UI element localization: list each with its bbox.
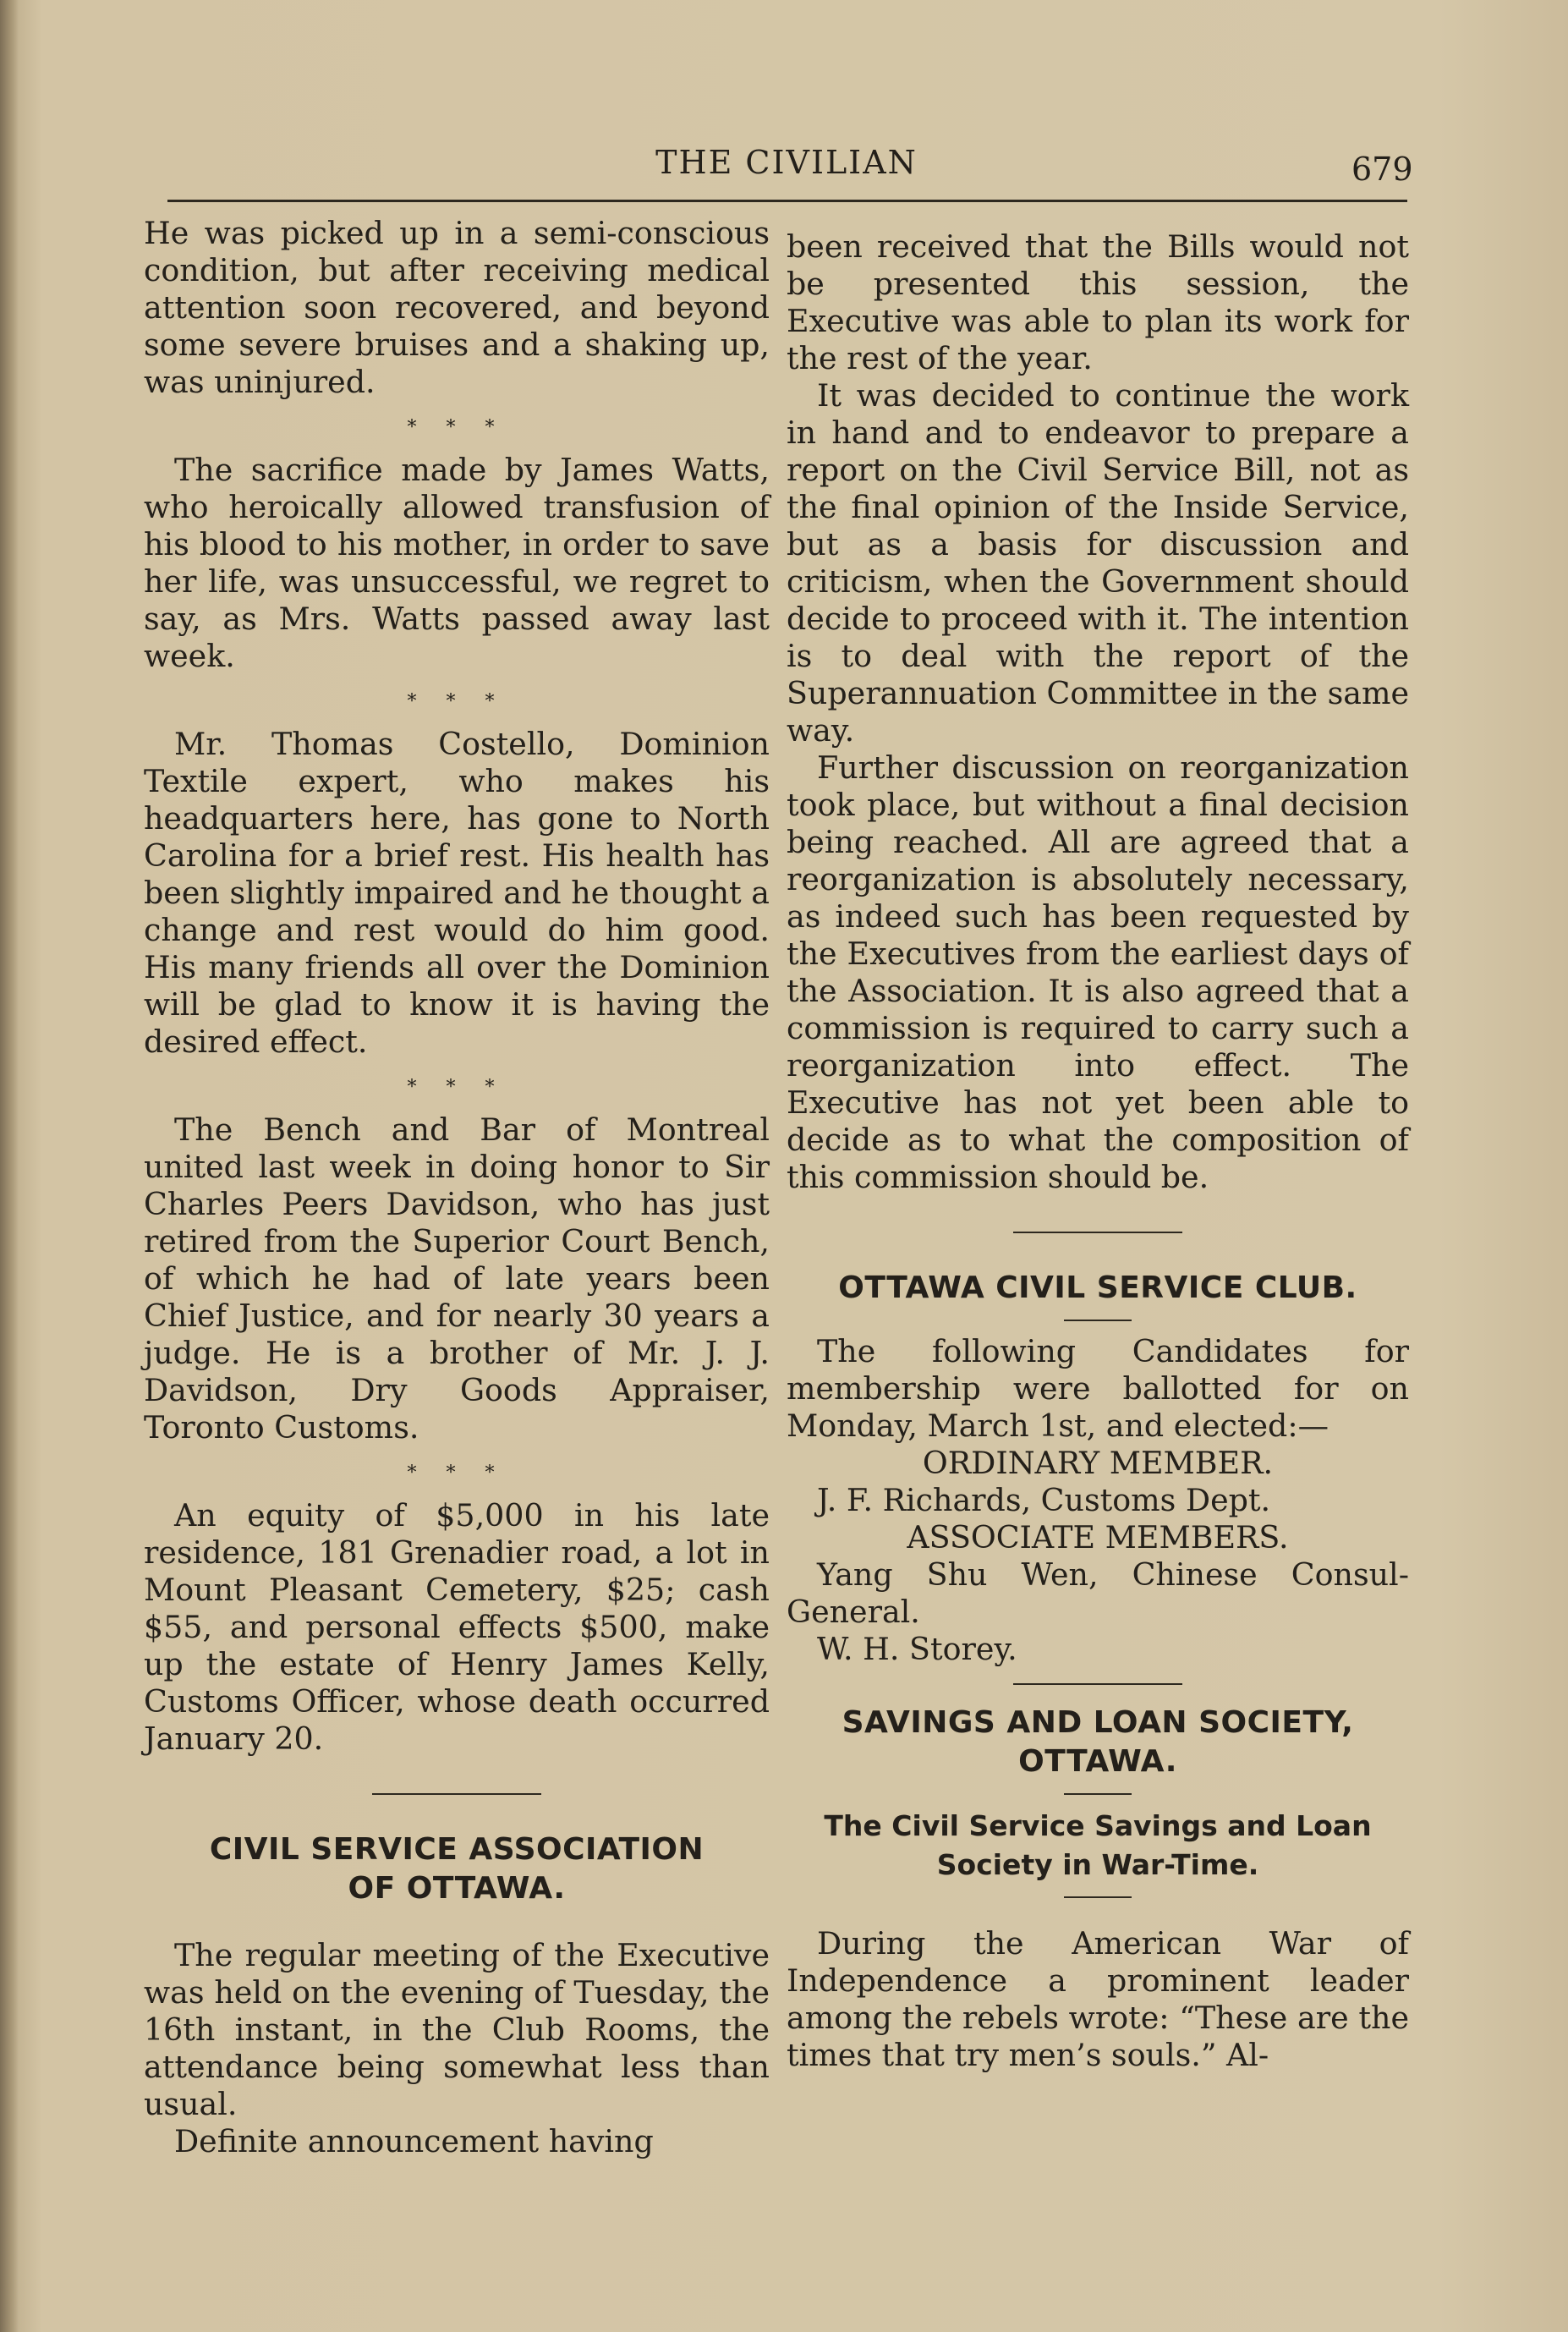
section-rule (1013, 1683, 1182, 1685)
spacer (787, 1910, 1409, 1925)
paragraph: The following Candidates for membership were ballotted for on Monday, March 1st, and elected:— (787, 1333, 1409, 1444)
heading-rule (1064, 1793, 1132, 1795)
paragraph: been received that the Bills would not be presented this session, the Executive was able to plan its work for the rest of the year. (787, 228, 1409, 376)
header-rule (167, 200, 1407, 202)
paragraph: It was decided to continue the work in hand and to endeavor to prepare a report on the Civil Service Bill, not as the final opinion of the Inside Service, but as a basis for discussion and criticism, when the Government should decide to proceed with it. The intention is to deal with the report of the Superannuation Committee in the same way. (787, 377, 1409, 749)
section-heading: OTTAWA CIVIL SERVICE CLUB. (838, 1270, 1357, 1305)
section-separator: * * * (407, 417, 507, 438)
heading-rule (1064, 1320, 1132, 1321)
section-separator: * * * (407, 1077, 507, 1098)
left-column (144, 215, 770, 2160)
paragraph: The Bench and Bar of Montreal united last week in doing honor to Sir Charles Peers Davidson, who has just retired from the Superior Court Bench, of which he had of late years been Chief Justice, and for nearly 30 years a judge. He is a brother of Mr. J. J. Davidson, Dry Goods Appraiser, Toronto Customs. (144, 1111, 770, 1446)
paragraph: During the American War of Independence a prominent leader among the rebels wrote: “These are the times that try men’s souls.” Al- (787, 1925, 1409, 2073)
subheading-line: The Civil Service Savings and Loan (824, 1809, 1372, 1842)
paragraph: The regular meeting of the Executive was held on the evening of Tuesday, the 16th instant, in the Club Rooms, the attendance being somewhat less than usual. (144, 1937, 770, 2122)
section-heading-line: OF OTTAWA. (348, 1871, 566, 1906)
section-heading-line: OTTAWA. (1018, 1744, 1177, 1779)
paragraph: Mr. Thomas Costello, Dominion Textile expert, who makes his headquarters here, has gone to North Carolina for a brief rest. His health has been slightly impaired and he thought a change and rest would do him good. His many friends all over the Dominion will be glad to know it is having the desired effect. (144, 726, 770, 1060)
paragraph: The sacrifice made by James Watts, who heroically allowed transfusion of his blood to his mother, in order to save her life, was unsuccessful, we regret to say, as Mrs. Watts passed away last week. (144, 452, 770, 674)
section-rule (372, 1793, 541, 1795)
running-head: THE CIVILIAN (655, 144, 918, 181)
heading-rule (1064, 1896, 1132, 1898)
member-category-label: ASSOCIATE MEMBERS. (907, 1519, 1289, 1556)
member-entry: W. H. Storey. (817, 1631, 1017, 1667)
subheading-line: Society in War-Time. (936, 1848, 1259, 1881)
binding-gutter (0, 0, 19, 2332)
paragraph: An equity of $5,000 in his late residence, 181 Grenadier road, a lot in Mount Pleasant Cemetery, $25; cash $55, and personal effects $500, make up the estate of Henry James Kelly, Customs Officer, whose death occurred January 20. (144, 1497, 770, 1757)
member-category-label: ORDINARY MEMBER. (922, 1445, 1274, 1481)
section-separator: * * * (407, 1462, 507, 1484)
page-number: 679 (1351, 151, 1413, 188)
paragraph: Further discussion on reorganization took place, but without a final decision being reached. All are agreed that a reorganization is absolutely necessary, as indeed such has been requested by the Executives from the earliest days of the Association. It is also agreed that a commission is required to carry such a reorganization into effect. The Executive has not yet been able to decide as to what the composition of this commission should be. (787, 749, 1409, 1195)
section-heading-line: SAVINGS AND LOAN SOCIETY, (842, 1705, 1354, 1740)
section-separator: * * * (407, 691, 507, 712)
paragraph: He was picked up in a semi-conscious condition, but after receiving medical attention soon recovered, and beyond some severe bruises and a shaking up, was uninjured. (144, 215, 770, 400)
paragraph: Definite announcement having (174, 2123, 654, 2159)
member-entry: J. F. Richards, Customs Dept. (817, 1482, 1271, 1518)
spacer (144, 1908, 770, 1937)
right-column (787, 228, 1409, 2074)
section-rule (1013, 1232, 1182, 1233)
section-heading-line: CIVIL SERVICE ASSOCIATION (209, 1832, 705, 1867)
member-entry: Yang Shu Wen, Chinese Consul-General. (787, 1556, 1409, 1630)
